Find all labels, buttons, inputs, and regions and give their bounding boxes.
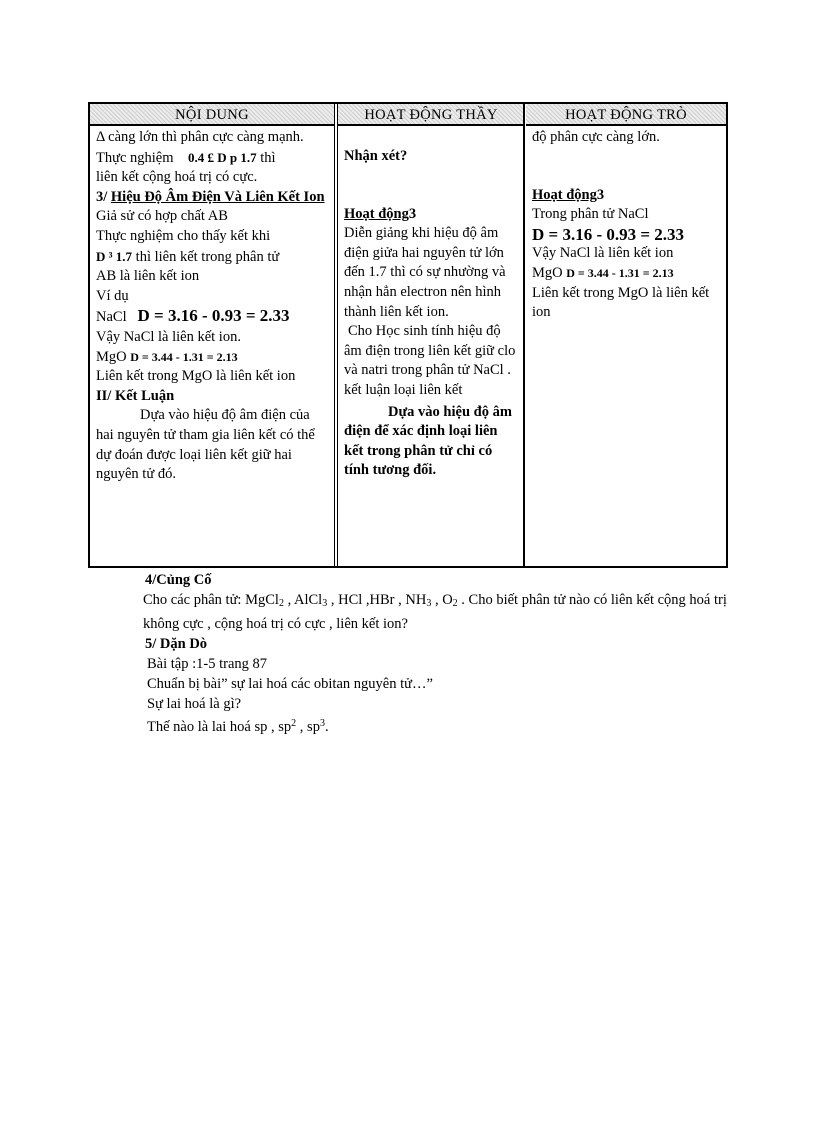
activity-heading: Hoạt động3 — [532, 186, 605, 203]
text-line: Vậy NaCl là liên kết ion. — [96, 328, 241, 345]
text-line: độ phân cực càng lớn. — [532, 129, 660, 145]
text-line: Ví dụ — [96, 287, 129, 304]
equation-line: MgO D = 3.44 - 1.31 = 2.13 — [532, 264, 674, 281]
heading-cung-co: 4/Củng Cố — [145, 572, 212, 588]
homework-line: Bài tập :1-5 trang 87 — [147, 656, 268, 672]
column-hoat-dong-tro — [526, 126, 726, 566]
text-line: Thực nghiệm 0.4 £ D p 1.7 thì — [96, 149, 276, 166]
column-noi-dung — [90, 126, 334, 566]
text-line: Thực nghiệm cho thấy kết khi — [96, 227, 271, 244]
header-hoat-dong-thay: HOẠT ĐỘNG THẦY — [338, 104, 524, 126]
text-paragraph: Diễn giảng khi hiệu độ âm điện giửa hai nguyên tử lớn đến 1.7 thì có sự nhường và nhận hẳn electron nên hình thành liên kết ion. — [344, 225, 506, 320]
text-line: Vậy NaCl là liên kết ion — [532, 245, 674, 262]
text-paragraph: Liên kết trong MgO là liên kết ion — [532, 284, 710, 321]
after-table-section — [145, 570, 745, 737]
text-line: liên kết cộng hoá trị có cực. — [96, 169, 258, 186]
homework-line: Thế nào là lai hoá sp , $sp^2$ , $sp^3$. — [147, 718, 329, 735]
text-line: Nhận xét? — [344, 148, 408, 164]
header-hoat-dong-tro: HOẠT ĐỘNG TRÒ — [526, 104, 726, 126]
homework-line: Sự lai hoá là gì? — [147, 696, 242, 712]
activity-heading: Hoạt động3 — [344, 205, 417, 222]
emphasis-paragraph: Dựa vào hiệu độ âm điện để xác định loại liên kết trong phân tử chỉ có tính tương đối. — [344, 403, 512, 479]
header-noi-dung: NỘI DUNG — [90, 104, 334, 126]
equation-line: NaCl D = 3.16 - 0.93 = 2.33 — [96, 306, 290, 326]
conclusion-paragraph: Dựa vào hiệu độ âm điện của hai nguyên tử tham gia liên kết có thể dự đoán được loại liên kết giữ hai nguyên tử đó. — [96, 407, 315, 483]
section-heading-conclusion: II/ Kết Luận — [96, 387, 175, 404]
lesson-table — [88, 102, 728, 568]
homework-line: Chuẩn bị bài” sự lai hoá các obitan nguyên tử…” — [147, 676, 433, 692]
text-line: Giả sử có hợp chất AB — [96, 208, 228, 225]
column-divider-2 — [523, 104, 525, 566]
text-line: D ³ 1.7 thì liên kết trong phân tử — [96, 248, 280, 265]
heading-dan-do: 5/ Dặn Dò — [145, 636, 208, 652]
equation-line: D = 3.16 - 0.93 = 2.33 — [532, 224, 685, 244]
equation-line: MgO D = 3.44 - 1.31 = 2.13 — [96, 348, 238, 365]
section-heading-3: 3/ Hiệu Độ Âm Điện Và Liên Kết Ion — [96, 188, 325, 205]
text-line: Δ càng lớn thì phân cực càng mạnh. — [96, 129, 304, 145]
text-line: AB là liên kết ion — [96, 268, 200, 285]
text-paragraph: Cho Học sinh tính hiệu độ âm điện trong liên kết giữ clo và natri trong phân tử NaCl . kết luận loại liên kết — [344, 323, 516, 398]
exercise-paragraph: Cho các phân tử: MgCl$_2$ , AlCl$_3$ , HCl ,HBr , $NH_3$ , $O_2$ . Cho biết phân tử nào có liên kết cộng hoá trị không cực , cộng hoá trị có cực , liên kết ion? — [143, 592, 727, 632]
text-line: Trong phân tử NaCl — [532, 206, 649, 223]
column-hoat-dong-thay — [338, 126, 523, 566]
text-line: Liên kết trong MgO là liên kết ion — [96, 368, 296, 385]
